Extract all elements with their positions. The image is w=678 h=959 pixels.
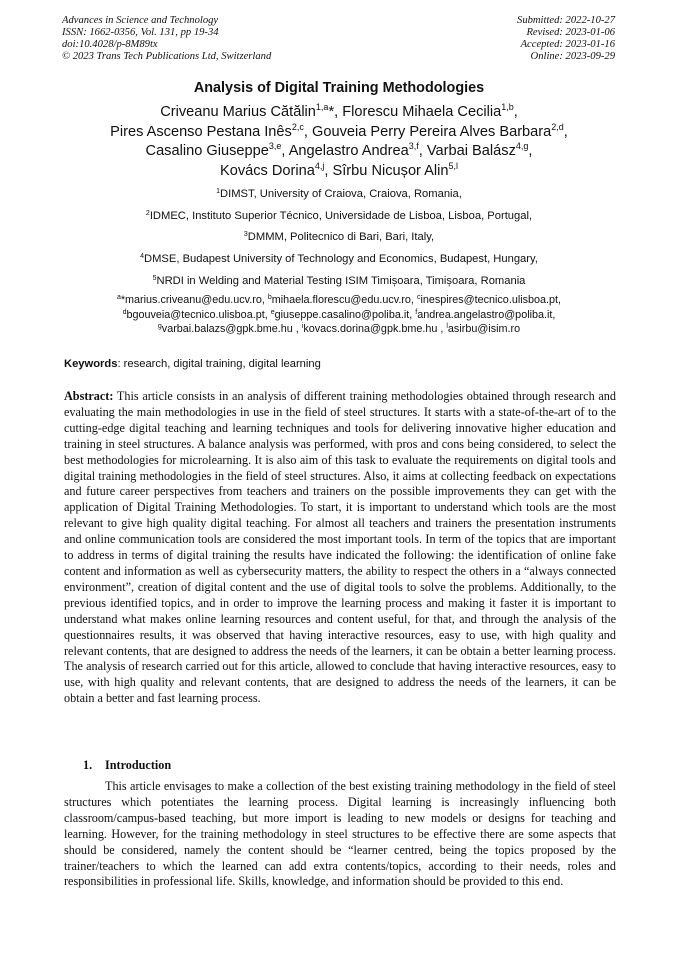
email: $^f$andrea.angelastro@poliba.it, — [415, 308, 556, 321]
affiliation: $^2$IDMEC, Instituto Superior Técnico, Universidade de Lisboa, Lisboa, Portugal, — [145, 209, 533, 222]
copyright-line: © 2023 Trans Tech Publications Ltd, Switzerland — [62, 51, 272, 62]
online-date: Online: 2023-09-29 — [530, 51, 615, 62]
keywords — [64, 358, 616, 370]
email: $^b$mihaela.florescu@edu.ucv.ro, — [267, 294, 417, 306]
author: Varbai Balász$^{4,g}$, — [426, 141, 533, 159]
author: Sîrbu Nicușor Alin$^{5,l}$ — [332, 160, 459, 179]
submitted-date: Submitted: 2022-10-27 — [517, 15, 615, 26]
author: Gouveia Perry Pereira Alves Barbara$^{2,d}$, — [311, 121, 568, 140]
journal-info — [62, 15, 271, 63]
keywords-label: Keywords — [64, 358, 118, 370]
section-title: Introduction — [105, 758, 172, 772]
accepted-date: Accepted: 2023-01-16 — [520, 39, 615, 50]
author: Criveanu Marius Cătălin$^{1,a}$*, — [160, 102, 339, 120]
journal-name: Advances in Science and Technology — [62, 15, 219, 26]
author: Casalino Giuseppe$^{3,e}$, — [145, 141, 286, 159]
keywords-text: : research, digital training, digital learning — [117, 358, 321, 370]
introduction-paragraph: This article envisages to make a collection of the best existing training methodology in the field of steel structures which potentiates the learning process. Digital learning is increasingly influencing both classroom/campus-based teaching, but more import is leading to new models or designs for teaching and learning. However, for the training methodology in steel structures to be effective there are some aspects that should be considered, namely the content should be “learner centred, being the topics proposed by the trainer/teachers to which the learned can add extra contents/topics, according to their needs, roles and responsibilities in professional life. Skills, knowledge, and information should be provided to this end. — [64, 779, 616, 889]
author: Angelastro Andrea$^{3,f}$, — [288, 141, 423, 159]
affiliation: $^3$DMMM, Politecnico di Bari, Bari, Italy, — [243, 231, 435, 244]
submission-dates — [517, 15, 615, 63]
email: $^d$bgouveia@tecnico.ulisboa.pt, — [122, 308, 271, 321]
email-list — [40, 293, 638, 337]
paper-title: Analysis of Digital Training Methodologies — [193, 80, 485, 96]
affiliation: $^1$DIMST, University of Craiova, Craiova, Romania, — [216, 188, 462, 200]
affiliation: $^4$DMSE, Budapest University of Technology and Economics, Budapest, Hungary, — [140, 253, 538, 266]
abstract-label: Abstract: — [64, 389, 114, 403]
author: Pires Ascenso Pestana Inês$^{2,c}$, — [110, 121, 308, 140]
author-list — [40, 103, 638, 181]
email: $^i$kovacs.dorina@gpk.bme.hu , — [301, 323, 447, 335]
email: $^l$asirbu@isim.ro — [446, 323, 521, 335]
email: $^a$*marius.criveanu@edu.ucv.ro, — [116, 294, 268, 306]
revised-date: Revised: 2023-01-06 — [526, 27, 615, 38]
email: $^c$inespires@tecnico.ulisboa.pt, — [416, 294, 562, 306]
affiliation: $^5$NRDI in Welding and Material Testing ISIM Timișoara, Timișoara, Romania — [152, 274, 526, 287]
author: Kovács Dorina$^{4,j}$, — [219, 160, 329, 179]
author: Florescu Mihaela Cecilia$^{1,b}$, — [342, 102, 518, 120]
section-number: 1. — [83, 758, 93, 772]
issn-line: ISSN: 1662-0356, Vol. 131, pp 19-34 — [62, 27, 219, 38]
doi-line: doi:10.4028/p-8M89tx — [62, 39, 158, 50]
abstract — [64, 389, 616, 707]
email: $^e$giuseppe.casalino@poliba.it, — [270, 308, 416, 321]
affiliation-list — [30, 186, 648, 294]
email: $^g$varbai.balazs@gpk.bme.hu , — [157, 323, 302, 335]
abstract-text: This article consists in an analysis of different training methodologies obtained through research and evaluating the main methodologies in use in the field of steel structures. It starts with a state-of-the-art of to the cutting-edge digital teaching and learning techniques and tools for delivering innovative higher education and training in steel structures. A balance analysis was performed, with pros and cons being considered, to select the best methodologies for microlearning. It is also aim of this task to evaluate the requirements on digital tools and digital training methodologies in the field of steel structures. Also, it aims at collecting feedback on expectations and future career perspectives from teachers and trainers on the possible improvements they can get with the application of Digital Training Methodologies. To start, it is important to understand which tools are the most relevant to give high quality digital teaching. For almost all teachers and trainers the presentation instruments and online communication tools are considered the most important tools. In term of the topics that are important to address in terms of digital training the results have indicated the following: the identification of online fake content and information as well as cybersecurity matters, the ability to respect the others in a “always connected environment”, creation of digital content and the use of digital tools to solve the problems. Additionally, to the previous identified topics, and in order to improve the learning process and making it faster it is important to understand what makes online learning resources and content useful, for that, and through the analysis of the questionnaires results, it was observed that having interactive resources, easy to use, with high quality and relevant contents, that are designed to address the needs of the learners, it can be obtain a better learning process. The analysis of research carried out for this article, allowed to conclude that having interactive resources, easy to use, with high quality and relevant contents, that are designed to address the needs of the learners, it can be obtain a better and fast learning process. — [64, 389, 616, 706]
section-heading — [83, 758, 171, 773]
